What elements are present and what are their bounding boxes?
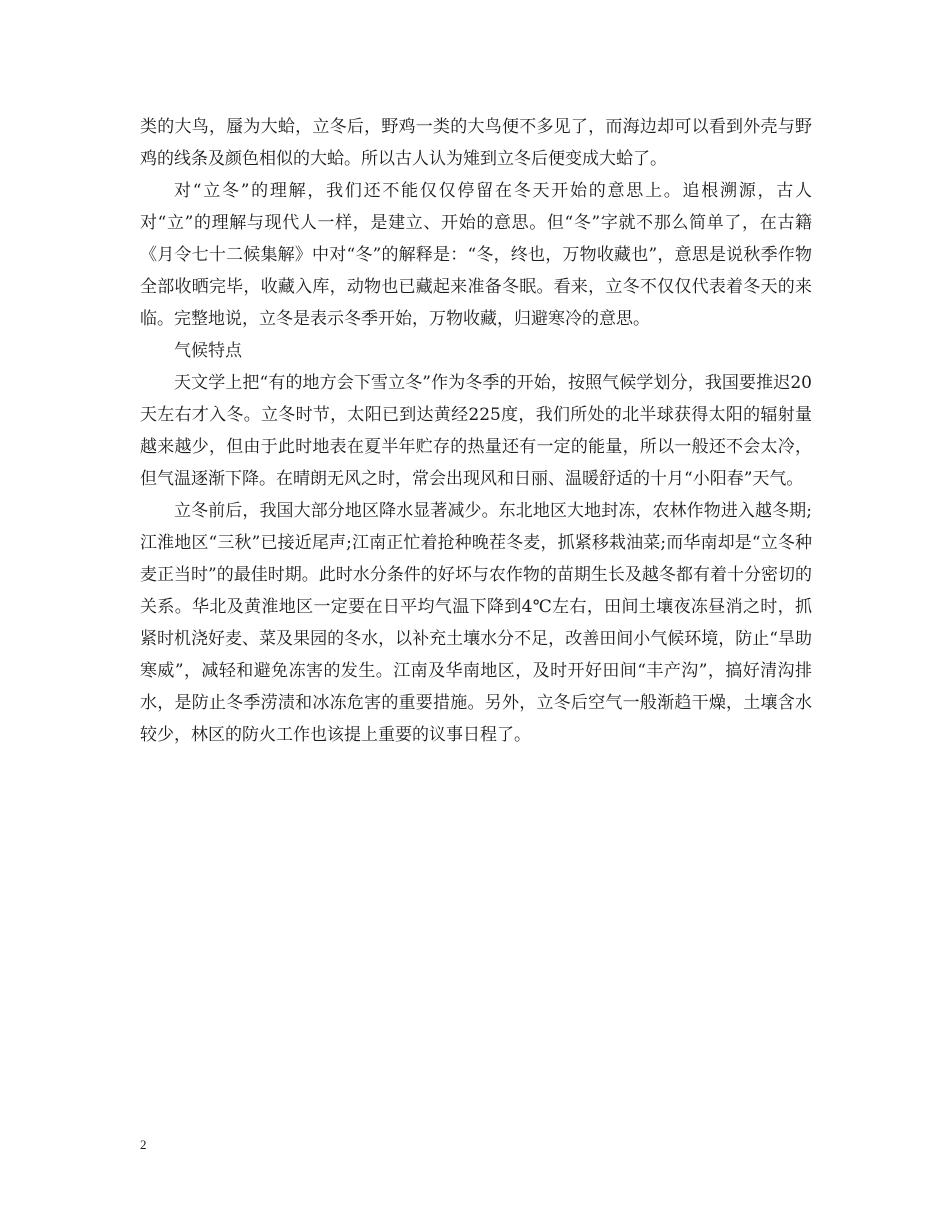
paragraph-astronomy: 天文学上把“有的地方会下雪立冬”作为冬季的开始，按照气候学划分，我国要推迟20天左右才入冬。立冬时节，太阳已到达黄经225度，我们所处的北半球获得太阳的辐射量越来越少，但由于此时地表在夏半年贮存的热量还有一定的能量，所以一般还不会太冷，但气温逐渐下降。在晴朗无风之时，常会出现风和日丽、温暖舒适的十月“小阳春”天气。: [140, 373, 812, 489]
paragraph-precipitation: 立冬前后，我国大部分地区降水显著减少。东北地区大地封冻，农林作物进入越冬期;江淮地区“三秋”已接近尾声;江南正忙着抢种晚茬冬麦，抓紧移栽油菜;而华南却是“立冬种麦正当时”的最佳时期。此时水分条件的好坏与农作物的苗期生长及越冬都有着十分密切的关系。华北及黄淮地区一定要在日平均气温下降到4℃左右，田间土壤夜冻昼消之时，抓紧时机浇好麦、菜及果园的冬水，以补充土壤水分不足，改善田间小气候环境，防止“旱助寒威”，减轻和避免冻害的发生。江南及华南地区，及时开好田间“丰产沟”，搞好清沟排水，是防止冬季涝渍和冰冻危害的重要措施。另外，立冬后空气一般渐趋干燥，土壤含水较少，林区的防火工作也该提上重要的议事日程了。: [140, 501, 812, 745]
paragraph-continuation: 类的大鸟，蜃为大蛤，立冬后，野鸡一类的大鸟便不多见了，而海边却可以看到外壳与野鸡的线条及颜色相似的大蛤。所以古人认为雉到立冬后便变成大蛤了。: [140, 117, 812, 169]
page-number: 2: [140, 1137, 147, 1152]
document-body: [140, 111, 812, 751]
section-heading-climate: 气候特点: [174, 341, 242, 361]
paragraph-lidong-meaning: 对“立冬”的理解，我们还不能仅仅停留在冬天开始的意思上。追根溯源，古人对“立”的理解与现代人一样，是建立、开始的意思。但“冬”字就不那么简单了，在古籍《月令七十二候集解》中对“冬”的解释是：“冬，终也，万物收藏也”，意思是说秋季作物全部收晒完毕，收藏入库，动物也已藏起来准备冬眠。看来，立冬不仅仅代表着冬天的来临。完整地说，立冬是表示冬季开始，万物收藏，归避寒冷的意思。: [140, 181, 812, 329]
